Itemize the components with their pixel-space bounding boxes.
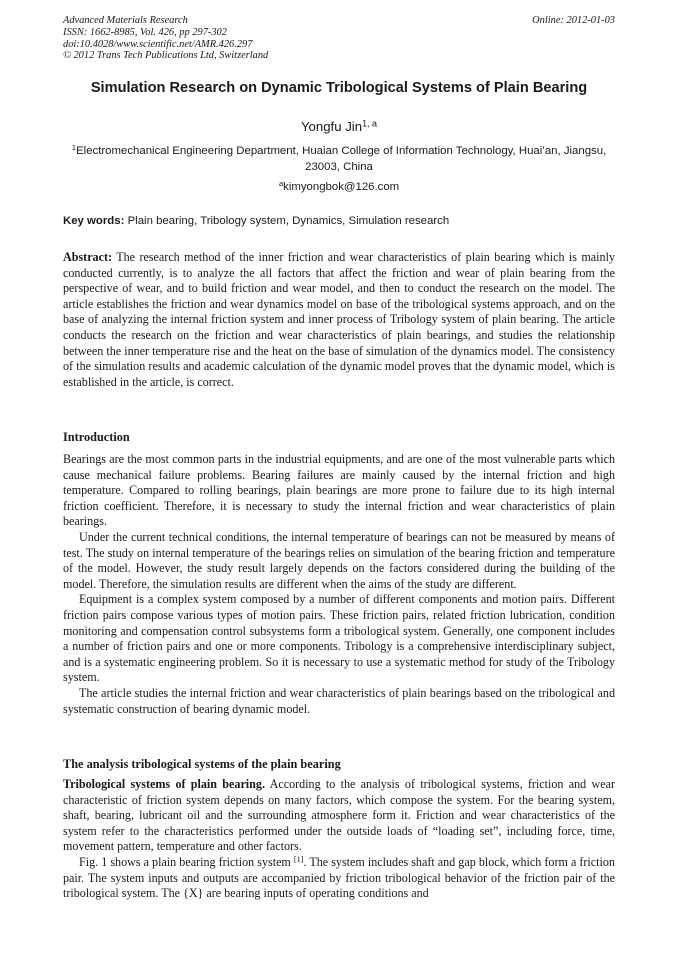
analysis-section (63, 777, 615, 902)
paper-title: Simulation Research on Dynamic Tribological Systems of Plain Bearing (90, 80, 588, 96)
introduction-section (63, 452, 615, 717)
email-address: kimyongbok@126.com (283, 181, 400, 193)
affiliation-superscript: 1 (71, 143, 77, 153)
analysis-subheading: Tribological systems of plain bearing. (63, 777, 265, 791)
abstract-label: Abstract: (63, 250, 113, 264)
journal-issn: ISSN: 1662-8985, Vol. 426, pp 297-302 (63, 26, 227, 38)
author-line (40, 118, 638, 135)
introduction-heading: Introduction (63, 430, 130, 444)
analysis-paragraph-1 (63, 777, 615, 855)
affiliation (63, 144, 615, 175)
email-line (63, 180, 615, 195)
intro-paragraph-3: Equipment is a complex system composed by a number of different components and motion pairs. Different friction pairs compose various types of motion pairs. These friction pairs, related friction lubrication, condition monitoring and compensation control subsystems form a tribological system. Generally, one component includes a number of friction pairs and one or more components. Tribology is a comprehensive interdisciplinary subject, and is a systematic engineering problem. So it is necessary to use a systematic method for study of the Tribology system. (63, 592, 615, 685)
author-name: Yongfu Jin (300, 119, 363, 134)
journal-copyright: © 2012 Trans Tech Publications Ltd, Switzerland (63, 50, 269, 62)
keywords (63, 214, 615, 229)
online-date: Online: 2012-01-03 (532, 15, 615, 26)
abstract (63, 250, 615, 390)
analysis-paragraph-2-end: . The system includes shaft and gap block, which form a friction pair. The system inputs and outputs are accompanied by friction tribological behavior of the friction pair of the tribological system. The {X} are bearing inputs of operating conditions and (63, 854, 615, 901)
intro-paragraph-4: The article studies the internal friction and wear characteristics of plain bearings based on the tribological and systematic construction of bearing dynamic model. (63, 685, 615, 716)
analysis-paragraph-2-start: Fig. 1 shows a plain bearing friction system (79, 854, 291, 869)
keywords-text: Plain bearing, Tribology system, Dynamics, Simulation research (127, 215, 450, 227)
journal-name: Advanced Materials Research (63, 15, 188, 26)
keywords-label: Key words: (63, 215, 125, 227)
author-superscript: 1, a (362, 118, 378, 129)
analysis-paragraph-2 (63, 855, 615, 902)
intro-paragraph-1: Bearings are the most common parts in the industrial equipments, and are one of the most vulnerable parts which cause mechanical failure problems. Bearing failures are mainly caused by the internal friction and high temperature. Compared to rolling bearings, plain bearings are more prone to failure due to its high internal friction coefficient. Therefore, it is necessary to study the internal friction and wear characteristics of plain bearings. (63, 452, 615, 529)
email-superscript: a (278, 179, 284, 189)
intro-paragraph-2: Under the current technical conditions, the internal temperature of bearings can not be measured by means of test. The study on internal temperature of the bearings relies on simulation of the bearing friction and temperature of the model. However, the study result largely depends on the factors considered during the building of the model. Therefore, the simulation results are different when the aims of the study are different. (63, 529, 615, 591)
abstract-text: The research method of the inner friction and wear characteristics of plain bearing which is mainly conducted currently, is to analyze the all factors that affect the friction and wear of plain bearing from the perspective of wear, and to build friction and wear model, and then to conduct the research on the model. The article establishes the friction and wear dynamics model on base of the tribological systems approach, and on the base of analyzing the internal friction system and inner process of Tribology system of plain bearing. The article conducts the research on the friction and wear characteristics of plain bearings, and studies the relationship between the inner temperature rise and the heat on the base of simulation of the dynamics model. The consistency of the simulation results and academic calculation of the dynamic model proves that the dynamic model, which is established in the article, is correct. (63, 250, 615, 389)
affiliation-text: Electromechanical Engineering Department, Huaian College of Information Technology, Huai’an, Jiangsu, 23003, China (76, 145, 607, 173)
journal-header (63, 15, 615, 62)
citation-ref: [1] (293, 854, 304, 864)
analysis-paragraph-1-text: According to the analysis of tribological systems, friction and wear characteristic of friction system depends on many factors, which compose the system. For the bearing system, shaft, bearing, lubricant oil and the surrounding atmosphere form it. Friction and wear characteristics of the system refer to the characteristics performed under the outside loads of “loading set”, including force, time, movement pattern, temperature and other factors. (63, 777, 615, 854)
analysis-heading: The analysis tribological systems of the plain bearing (63, 757, 341, 771)
journal-doi: doi:10.4028/www.scientific.net/AMR.426.297 (63, 38, 253, 50)
